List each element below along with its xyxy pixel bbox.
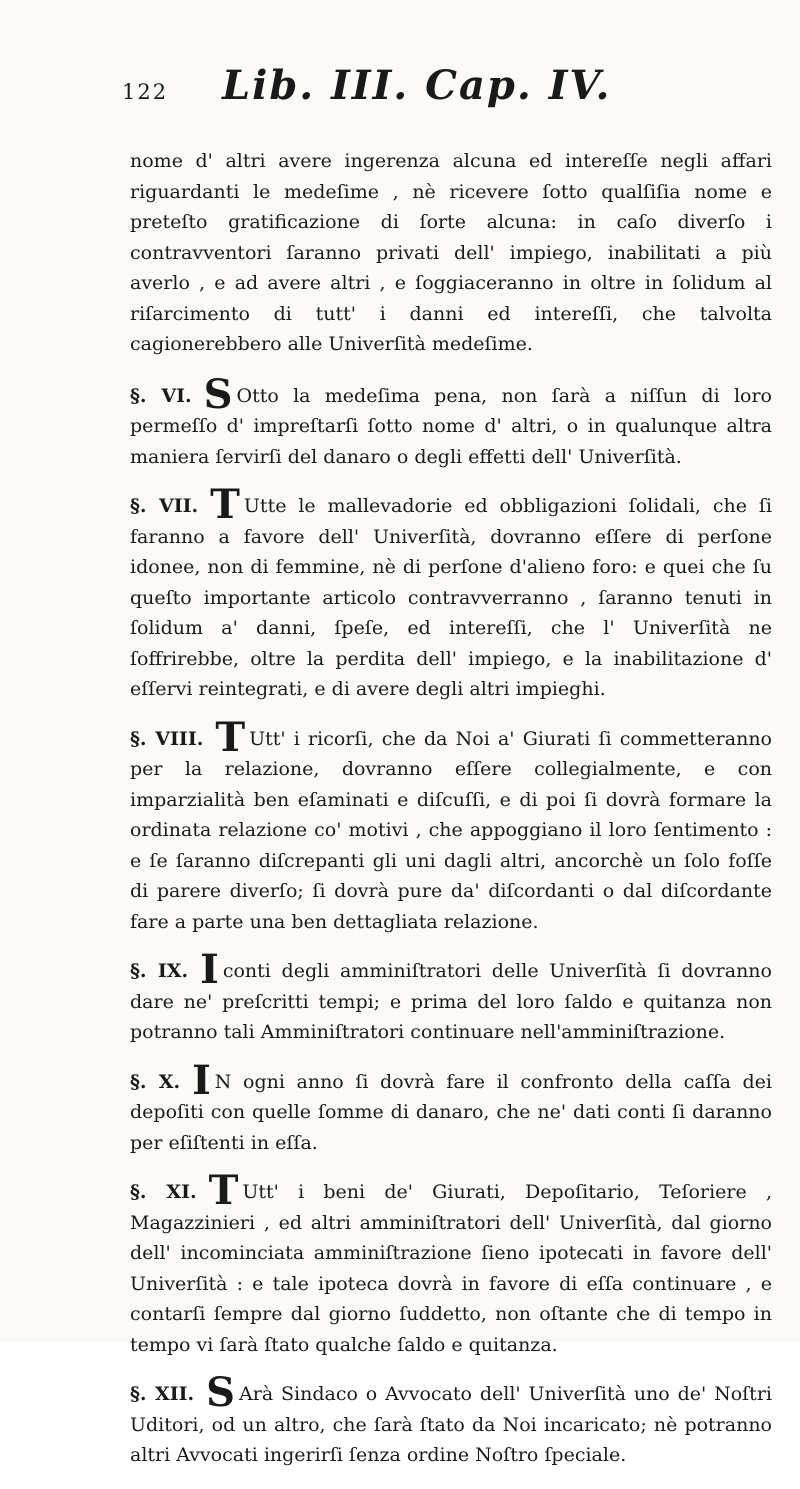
section-number: §. XII. [130,1383,195,1405]
drop-cap: S [206,1369,236,1416]
paragraph-text: conti degli amminiſtratori delle Univerſità ſi dovranno dare ne' preſcritti tempi; e prima del loro ſaldo e quitanza non potranno tali Amminiſtratori continuare nell'amminiſtrazione. [130,960,772,1043]
section-number: §. XI. [130,1181,197,1203]
section-9 [130,946,772,1048]
section-number: §. IX. [130,960,189,982]
running-title: Lib. III. Cap. IV. [222,62,612,109]
drop-cap: I [200,946,219,993]
paragraph-text: Utt' i beni de' Giurati, Depoſitario, Teſoriere , Magazzinieri , ed altri amminiſtratori dell' Univerſità, dal giorno dell' incominciata amminiſtrazione ſieno ipotecati in favore dell' Univerſità : e tale ipoteca dovrà in favore di eſſa continuare , e contarſi ſempre dal giorno ſuddetto, non oſtante che di tempo in tempo vi ſarà ſtato qualche ſaldo e quitanza. [130,1181,772,1356]
section-11 [130,1167,772,1360]
body-text [130,146,772,1489]
section-number: §. VI. [130,384,192,407]
paragraph-text: Arà Sindaco o Avvocato dell' Univerſità uno de' Noſtri Uditori, od un altro, che ſarà ſtato da Noi incaricato; nè potranno altri Avvocati ingerirſi ſenza ordine Noſtro ſpeciale. [130,1383,772,1466]
paragraph-text: Otto la medeſima pena, non ſarà a niſſun di loro permeſſo d' impreſtarſi ſotto nome d' altri, o in qualunque altra maniera ſervirſi del danaro o degli effetti dell' Univerſità. [130,384,772,468]
drop-cap: S [203,370,233,418]
drop-cap: T [210,481,240,528]
drop-cap: I [192,1056,211,1104]
section-number: §. X. [130,1070,181,1093]
section-6 [130,370,772,473]
drop-cap: T [215,713,246,761]
paragraph-text: Utte le mallevadorie ed obbligazioni ſolidali, che ſi faranno a favore dell' Univerſità, dovranno eſſere di perſone idonee, non di femmine, nè di perſone d'alieno foro: e quei che ſu queſto importante articolo contravverranno , ſaranno tenuti in ſolidum a' danni, ſpeſe, ed intereſſi, che l' Univerſità ne ſoffrirebbe, oltre la perdita dell' impiego, e la inabilitazione d' eſſervi reintegrati, e di avere degli altri impieghi. [130,495,772,700]
section-number: §. VII. [130,495,199,517]
paragraph-text: Utt' i ricorſi, che da Noi a' Giurati ſi commetteranno per la relazione, dovranno eſſere collegialmente, e con imparzialità ben eſaminati e diſcuſſi, e di poi ſi dovrà formare la ordinata relazione co' motivi , che appoggiano il loro ſentimento : e ſe ſaranno diſcrepanti gli uni dagli altri, ancorchè un ſolo foſſe di parere diverſo; ſi dovrà pure da' diſcordanti o dal diſcordante fare a parte una ben dettagliata relazione. [130,727,772,933]
section-number: §. VIII. [130,727,204,750]
paragraph-text: N ogni anno ſi dovrà fare il confronto della caſſa dei depoſiti con quelle ſomme di danaro, che ne' dati conti ſi daranno per eſiſtenti in eſſa. [130,1070,772,1154]
section-12 [130,1369,772,1471]
section-8 [130,713,772,938]
paragraph-continued [130,146,772,360]
paragraph-text: nome d' altri avere ingerenza alcuna ed intereſſe negli affari riguardanti le medeſime , nè ricevere ſotto qualſiſia nome e preteſto gratificazione di ſorte alcuna: in caſo diverſo i contravventori ſaranno privati dell' impiego, inabilitati a più averlo , e ad avere altri , e ſoggiaceranno in oltre in ſolidum al riſarcimento di tutt' i danni ed intereſſi, che talvolta cagionerebbero alle Univerſità medeſime. [130,150,772,355]
running-head [122,62,722,122]
drop-cap: T [208,1167,239,1214]
page-number: 122 [122,80,169,104]
section-10 [130,1056,772,1159]
section-7 [130,481,772,705]
